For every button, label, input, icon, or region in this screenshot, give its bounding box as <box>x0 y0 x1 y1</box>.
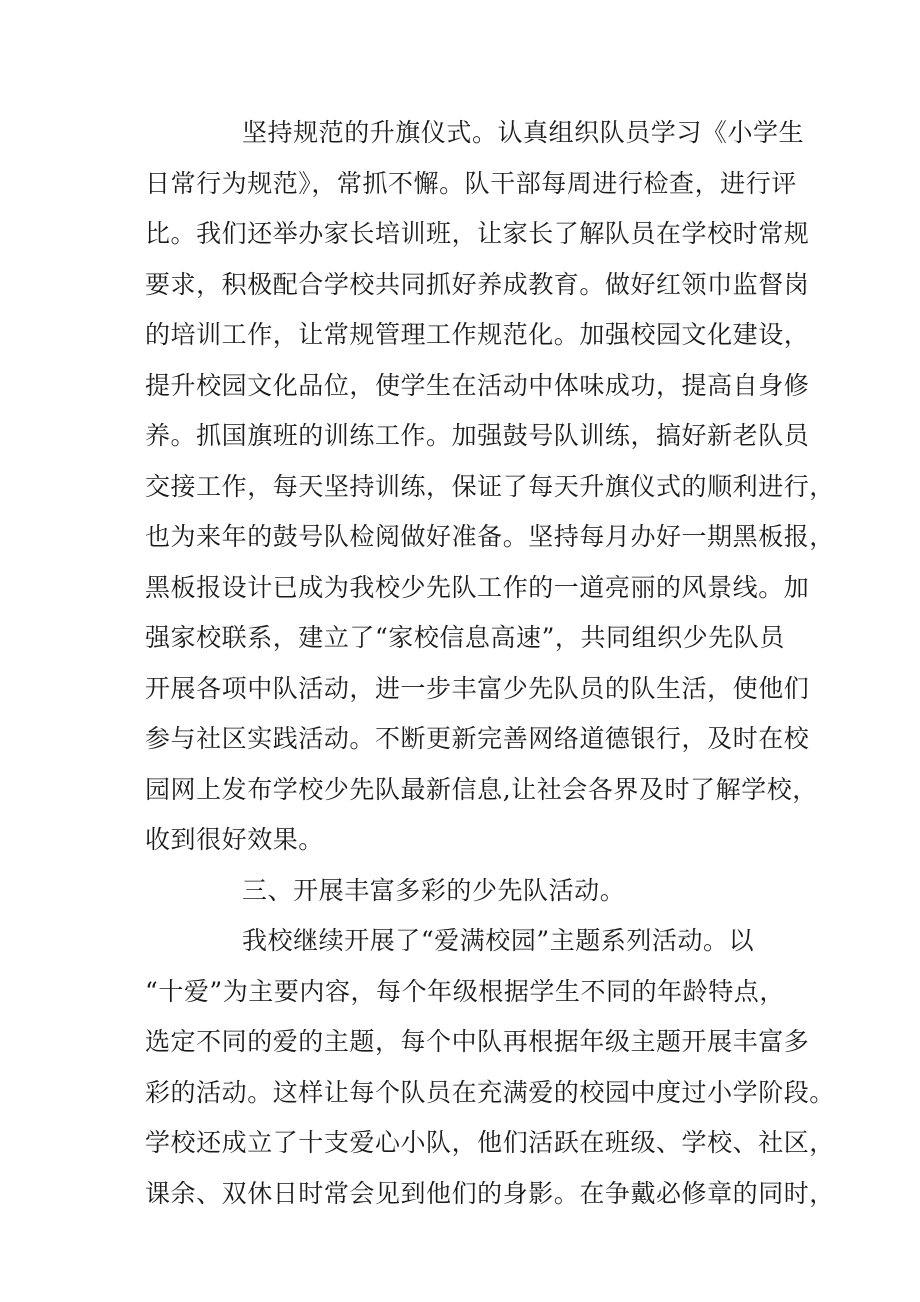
paragraph-line: 我校继续开展了“爱满校园”主题系列活动。以 <box>242 926 755 955</box>
paragraph-line: “十爱”为主要内容，每个年级根据学生不同的年龄特点， <box>145 977 785 1006</box>
paragraph-line: 园网上发布学校少先队最新信息,让社会各界及时了解学校， <box>145 775 818 804</box>
paragraph-line: 课余、双休日时常会见到他们的身影。在争戴必修章的同时， <box>145 1179 835 1208</box>
paragraph-line: 选定不同的爱的主题，每个中队再根据年级主题开展丰富多 <box>145 1027 810 1056</box>
paragraph-line: 收到很好效果。 <box>145 825 324 854</box>
paragraph-line: 黑板报设计已成为我校少先队工作的一道亮丽的风景线。加 <box>145 573 810 602</box>
paragraph-line: 交接工作，每天坚持训练，保证了每天升旗仪式的顺利进行， <box>145 472 835 501</box>
paragraph-line: 坚持规范的升旗仪式。认真组织队员学习《小学生 <box>242 118 805 147</box>
paragraph-line: 的培训工作，让常规管理工作规范化。加强校园文化建设， <box>145 320 810 349</box>
paragraph-line: 学校还成立了十支爱心小队，他们活跃在班级、学校、社区， <box>145 1128 835 1157</box>
paragraph-line: 日常行为规范》，常抓不懈。队干部每周进行检查，进行评 <box>145 169 797 198</box>
paragraph-line: 也为来年的鼓号队检阅做好准备。坚持每月办好一期黑板报， <box>145 522 835 551</box>
section-heading: 三、开展丰富多彩的少先队活动。 <box>242 876 626 905</box>
paragraph-line: 参与社区实践活动。不断更新完善网络道德银行，及时在校 <box>145 724 810 753</box>
paragraph-line: 要求，积极配合学校共同抓好养成教育。做好红领巾监督岗 <box>145 270 810 299</box>
paragraph-line: 提升校园文化品位，使学生在活动中体味成功，提高自身修 <box>145 371 810 400</box>
paragraph-line: 强家校联系，建立了“家校信息高速”，共同组织少先队员 <box>145 623 785 652</box>
paragraph-line: 养。抓国旗班的训练工作。加强鼓号队训练，搞好新老队员 <box>145 421 810 450</box>
paragraph-line: 开展各项中队活动，进一步丰富少先队员的队生活，使他们 <box>145 674 810 703</box>
paragraph-line: 彩的活动。这样让每个队员在充满爱的校园中度过小学阶段。 <box>145 1078 835 1107</box>
paragraph-line: 比。我们还举办家长培训班，让家长了解队员在学校时常规 <box>145 219 810 248</box>
